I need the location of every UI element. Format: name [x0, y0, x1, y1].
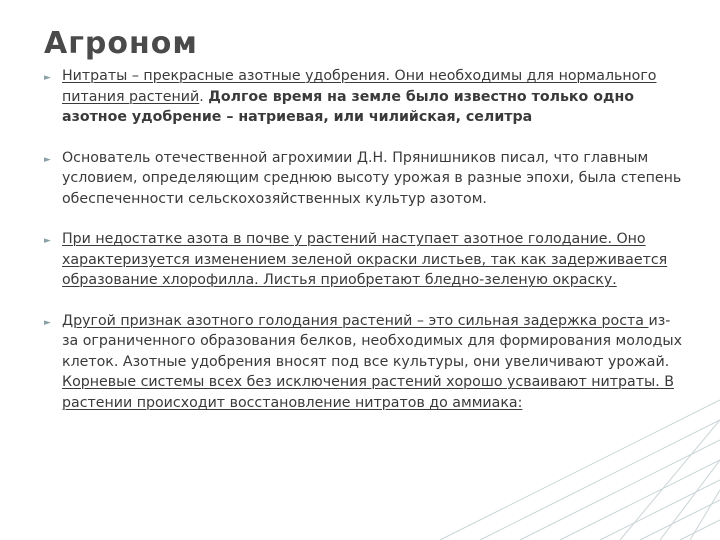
bullet-text-underlined: Другой признак азотного голодания растений – это сильная задержка роста: [62, 312, 649, 329]
bullet-item: [44, 66, 684, 128]
bullet-item: [44, 148, 684, 210]
bullet-arrow-icon: ►: [44, 73, 51, 83]
slide-title: Агроном: [44, 26, 198, 61]
bullet-item: [44, 229, 684, 291]
bullet-text: .: [199, 88, 209, 105]
bullet-text-underlined: При недостатке азота в почве у растений наступает азотное голодание. Оно характеризуется изменением зеленой окраски листьев, так как задерживается образование хлорофилла. Листья приобретают бледно-зеленую окраску.: [62, 231, 668, 288]
bullet-arrow-icon: ►: [44, 236, 51, 246]
bullet-text-underlined: Корневые системы всех без исключения растений хорошо усваивают нитраты. В растении происходит восстановление нитратов до аммиака:: [62, 374, 674, 411]
bullet-arrow-icon: ►: [44, 317, 51, 328]
bullet-text: Основатель отечественной агрохимии Д.Н. Прянишников писал, что главным условием, определяющим среднюю высоту урожая в разные эпохи, была степень обеспеченности сельскохозяйственных культур азотом.: [62, 149, 682, 207]
bullet-text-bold: Долгое время на земле было известно только одно азотное удобрение – натриевая, или чилийская, селитра: [62, 88, 634, 125]
bullet-arrow-icon: ►: [44, 154, 51, 165]
bullet-text-underlined: Нитраты – прекрасные азотные удобрения. Они необходимы для нормального питания растений: [62, 68, 657, 105]
bullet-text: из-за ограниченного образования белков, необходимых для формирования молодых клеток. Азотные удобрения вносят под все культуры, они увеличивают урожай.: [62, 312, 683, 370]
bullet-item: [44, 311, 684, 414]
slide-content: [44, 66, 684, 413]
